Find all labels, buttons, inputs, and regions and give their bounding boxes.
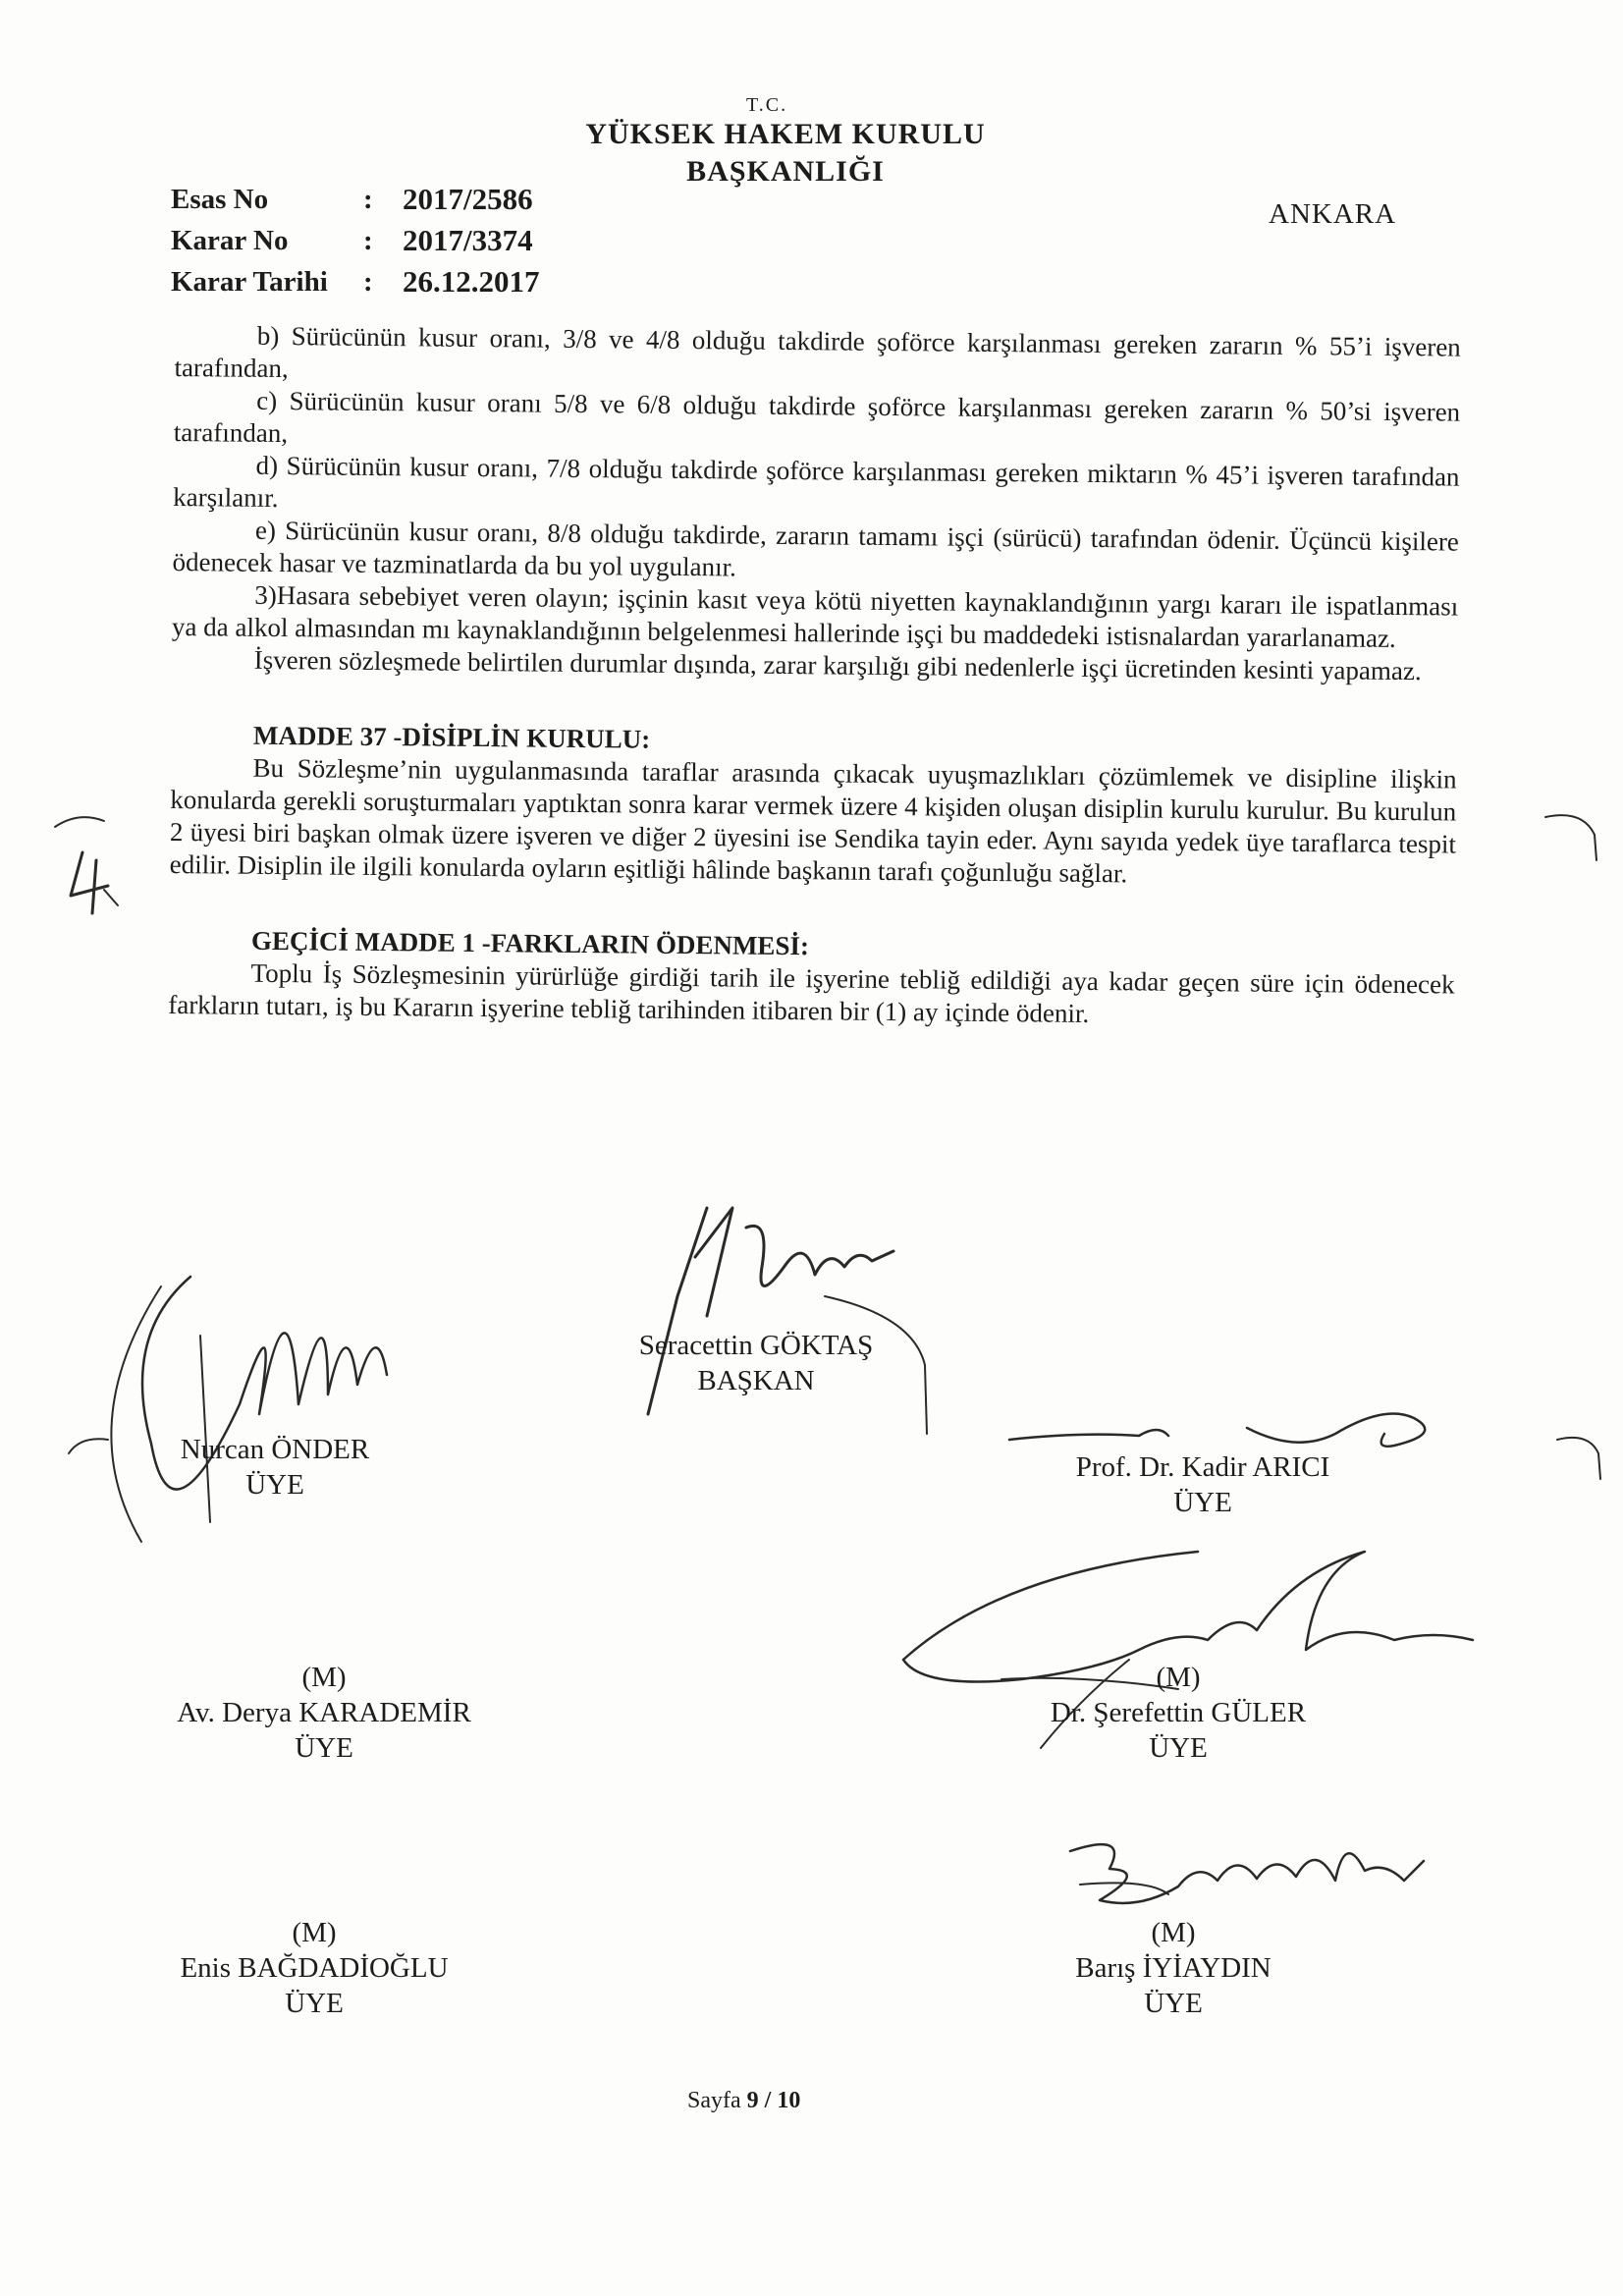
signatory-bagdadioglu [128, 1915, 501, 2021]
signatory-guler [992, 1660, 1365, 1766]
heading-madde-37: MADDE 37 -DİSİPLİN KURULU: [252, 720, 651, 754]
signature-iyiaydin [1051, 1822, 1443, 1930]
paragraph-b: b) Sürücünün kusur oranı, 3/8 ve 4/8 olduğu takdirde şoförce karşılanması gereken zararın % 55’i işveren tarafından, [174, 320, 1461, 384]
edge-tick-right-bottom [1555, 1430, 1614, 1489]
meta-row-karar [171, 220, 540, 261]
signatory-name: Barış İYİAYDIN [1075, 1952, 1271, 1984]
signatory-mark: (M) [1151, 1917, 1196, 1948]
signatory-mark: (M) [292, 1917, 337, 1948]
paragraph-d: d) Sürücünün kusur oranı, 7/8 olduğu takdirde şoförce karşılanması gereken miktarın % 45’i işveren tarafından karşılanır. [173, 450, 1460, 514]
meta-value: 2017/3374 [403, 223, 533, 257]
meta-label: Karar Tarihi [171, 266, 328, 298]
footer-page-number: 9 [746, 2088, 759, 2113]
signatory-name: Nurcan ÖNDER [180, 1434, 370, 1465]
heading-gecici-madde: GEÇİCİ MADDE 1 -FARKLARIN ÖDENMESİ: [250, 925, 810, 961]
signatory-role: ÜYE [245, 1469, 304, 1501]
signatory-mark: (M) [1156, 1662, 1201, 1693]
meta-row-tarih [171, 261, 540, 302]
signatory-mark: (M) [301, 1662, 347, 1693]
signature-onder [82, 1228, 406, 1561]
signatory-role: ÜYE [1173, 1487, 1232, 1518]
document-body [168, 319, 1461, 1034]
institution-line-1: YÜKSEK HAKEM KURULU [585, 118, 986, 150]
paragraph-madde-37: Bu Sözleşme’nin uygulanmasında taraflar arasında çıkacak uyuşmazlıkları çözümlemek ve disipline ilişkin konularda gerekli soruşturmaları yaptıktan sonra karar vermek üzere 4 kişiden oluşan disiplin kurulu kurulur. Bu kurulun 2 üyesi biri başkan olmak üzere işveren ve diğer 2 üyesini ise Sendika tayin eder. Aynı sayıda yedek üye taraflarca tespit edilir. Disiplin ile ilgili konularda oyların eşitliği hâlinde başkanın tarafı çoğunluğu sağlar. [169, 752, 1457, 889]
footer-prefix: Sayfa [687, 2088, 741, 2113]
institution-title [452, 116, 1119, 191]
signatory-role: ÜYE [295, 1732, 353, 1764]
signatory-name: Av. Derya KARADEMİR [177, 1697, 471, 1728]
meta-label: Esas No [171, 184, 269, 215]
signatory-role: ÜYE [1144, 1988, 1203, 2019]
page-footer [687, 2088, 800, 2114]
signatory-president [609, 1328, 903, 1398]
meta-colon: : [363, 266, 373, 298]
meta-colon: : [363, 225, 373, 256]
signatory-role: BAŞKAN [697, 1365, 815, 1396]
meta-label: Karar No [171, 225, 289, 256]
city-label: ANKARA [1269, 198, 1397, 230]
signatory-name: Enis BAĞDADİOĞLU [180, 1952, 449, 1984]
signatory-arici [1021, 1449, 1384, 1520]
signatory-karademir [137, 1660, 511, 1766]
signatory-name: Prof. Dr. Kadir ARICI [1075, 1451, 1330, 1483]
signatory-iyiaydin [992, 1915, 1355, 2021]
signatory-role: ÜYE [285, 1988, 344, 2019]
paragraph-gecici-madde: Toplu İş Sözleşmesinin yürürlüğe girdiği tarih ile işyerine tebliğ edildiği aya kadar geçen süre için ödenecek farkların tutarı, iş bu Kararın işyerine tebliğ tarihinden itibaren bir (1) ay içinde ödenir. [168, 957, 1455, 1028]
meta-value: 2017/2586 [403, 182, 533, 216]
signatory-role: ÜYE [1149, 1732, 1208, 1764]
edge-tick-right-top [1543, 805, 1602, 864]
case-metadata [171, 179, 540, 302]
paragraph-3: 3)Hasara sebebiyet veren olayın; işçinin kasıt veya kötü niyetten kaynaklandığının yargı kararı ile ispatlanması ya da alkol almasından mı kaynaklandığının belgelenmesi hallerinde işçi bu maddedeki istisnalardan yararlanamaz. [171, 579, 1459, 653]
meta-value: 26.12.2017 [403, 264, 540, 299]
margin-mark [49, 805, 137, 943]
meta-row-esas [171, 179, 540, 220]
footer-page-total: 10 [777, 2088, 801, 2113]
footer-separator: / [764, 2088, 772, 2113]
signatory-name: Dr. Şerefettin GÜLER [1050, 1697, 1307, 1728]
paragraph-c: c) Sürücünün kusur oranı 5/8 ve 6/8 olduğu takdirde şoförce karşılanması gereken zararın % 50’si işveren tarafından, [173, 385, 1461, 449]
institution-line-2: BAŞKANLIĞI [686, 155, 885, 188]
meta-colon: : [363, 184, 373, 215]
signatory-name: Seracettin GÖKTAŞ [638, 1330, 874, 1361]
paragraph-isveren: İşveren sözleşmede belirtilen durumlar dışında, zarar karşılığı gibi nedenlerle işçi ücretinden kesinti yapamaz. [253, 644, 1422, 686]
header-top-fragment: T.C. [746, 94, 788, 116]
signatory-onder [147, 1432, 403, 1503]
paragraph-e: e) Sürücünün kusur oranı, 8/8 olduğu takdirde, zararın tamamı işçi (sürücü) tarafından ödenir. Üçüncü kişilere ödenecek hasar ve tazminatlarda da bu yol uygulanır. [172, 515, 1460, 582]
